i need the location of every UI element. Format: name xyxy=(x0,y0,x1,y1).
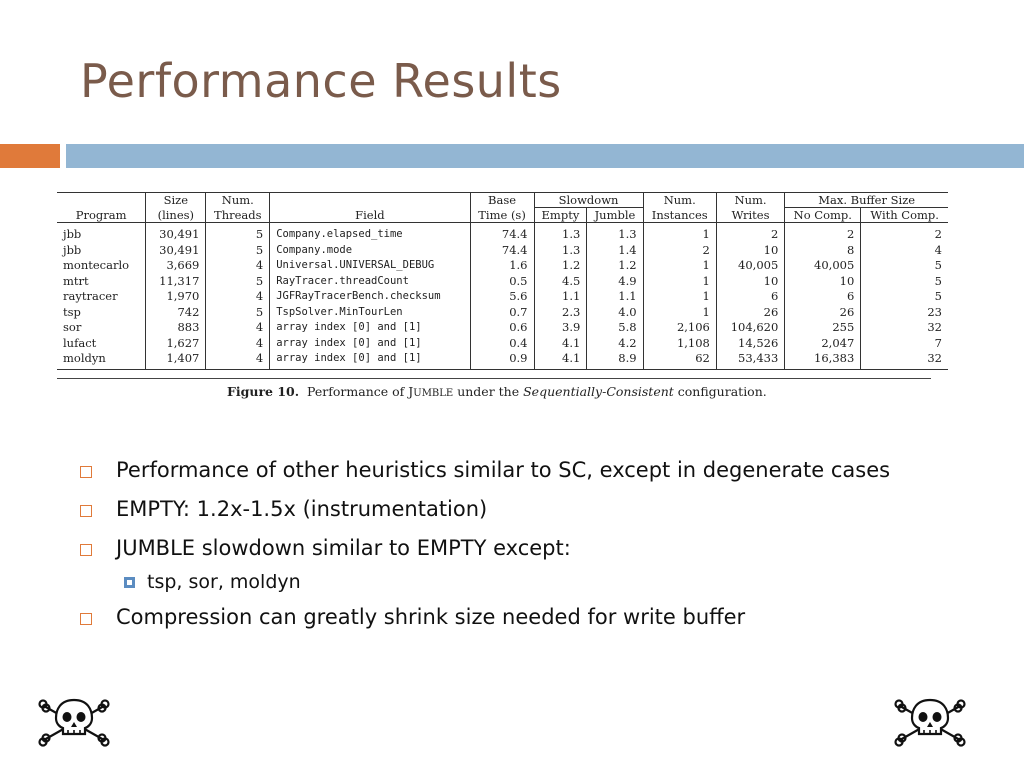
slide-title: Performance Results xyxy=(80,54,562,108)
cell-withcomp: 5 xyxy=(861,289,948,305)
caption-text-middle: under the xyxy=(453,384,524,399)
cell-size: 1,970 xyxy=(146,289,206,305)
cell-field: array index [0] and [1] xyxy=(270,336,470,352)
cell-nocomp: 16,383 xyxy=(785,351,861,369)
cell-jumble: 1.2 xyxy=(587,258,643,274)
col-size-bottom: (lines) xyxy=(146,208,206,223)
hollow-square-bullet-icon xyxy=(80,505,92,517)
caption-text-before: Performance of J xyxy=(307,384,414,399)
cell-jumble: 8.9 xyxy=(587,351,643,369)
hollow-square-bullet-icon xyxy=(80,544,92,556)
cell-writes: 10 xyxy=(716,243,784,259)
cell-field: JGFRayTracerBench.checksum xyxy=(270,289,470,305)
cell-instances: 62 xyxy=(643,351,716,369)
cell-program: jbb xyxy=(63,242,82,257)
filled-square-bullet-icon xyxy=(124,577,135,588)
cell-writes: 104,620 xyxy=(716,320,784,336)
cell-withcomp: 23 xyxy=(861,305,948,321)
cell-base-time: 74.4 xyxy=(470,223,534,243)
cell-withcomp: 32 xyxy=(861,320,948,336)
cell-withcomp: 2 xyxy=(861,223,948,243)
bullet-text: Performance of other heuristics similar to SC, except in degenerate cases xyxy=(116,458,891,482)
caption-rule xyxy=(57,378,931,379)
cell-threads: 4 xyxy=(206,351,270,369)
col-threads-top: Num. xyxy=(206,193,270,208)
caption-smallcaps: UMBLE xyxy=(413,388,454,399)
bullet-list xyxy=(80,456,980,642)
figure-caption xyxy=(227,384,767,399)
cell-size: 30,491 xyxy=(146,223,206,243)
cell-field: RayTracer.threadCount xyxy=(270,274,470,290)
col-writes-bottom: Writes xyxy=(716,208,784,223)
cell-nocomp: 255 xyxy=(785,320,861,336)
table-row xyxy=(57,223,948,243)
cell-empty: 1.2 xyxy=(534,258,587,274)
cell-program: moldyn xyxy=(63,351,106,365)
cell-instances: 1 xyxy=(643,289,716,305)
cell-jumble: 5.8 xyxy=(587,320,643,336)
cell-program: mtrt xyxy=(63,273,89,288)
cell-size: 3,669 xyxy=(146,258,206,274)
cell-jumble: 4.9 xyxy=(587,274,643,290)
cell-empty: 2.3 xyxy=(534,305,587,321)
cell-instances: 1 xyxy=(643,258,716,274)
cell-nocomp: 8 xyxy=(785,243,861,259)
cell-withcomp: 5 xyxy=(861,274,948,290)
cell-field: array index [0] and [1] xyxy=(270,320,470,336)
cell-writes: 6 xyxy=(716,289,784,305)
cell-instances: 1 xyxy=(643,274,716,290)
cell-base-time: 74.4 xyxy=(470,243,534,259)
col-instances-top: Num. xyxy=(643,193,716,208)
cell-empty: 1.1 xyxy=(534,289,587,305)
cell-size: 1,407 xyxy=(146,351,206,369)
cell-field: Universal.UNIVERSAL_DEBUG xyxy=(270,258,470,274)
cell-jumble: 1.1 xyxy=(587,289,643,305)
skull-crossbones-icon xyxy=(894,696,966,750)
cell-threads: 5 xyxy=(206,305,270,321)
table-row xyxy=(57,351,948,369)
table-row xyxy=(57,274,948,290)
bullet-text: EMPTY: 1.2x-1.5x (instrumentation) xyxy=(116,497,488,521)
cell-base-time: 0.4 xyxy=(470,336,534,352)
cell-field: TspSolver.MinTourLen xyxy=(270,305,470,321)
table-row xyxy=(57,289,948,305)
skull-crossbones-icon xyxy=(38,696,110,750)
cell-threads: 4 xyxy=(206,258,270,274)
caption-figure-label: Figure 10. xyxy=(227,384,300,399)
cell-base-time: 0.9 xyxy=(470,351,534,369)
cell-program: tsp xyxy=(63,304,81,319)
cell-field: Company.mode xyxy=(270,243,470,259)
cell-instances: 1,108 xyxy=(643,336,716,352)
cell-nocomp: 2 xyxy=(785,223,861,243)
cell-withcomp: 5 xyxy=(861,258,948,274)
cell-field: Company.elapsed_time xyxy=(270,223,470,243)
col-base-bottom: Time (s) xyxy=(470,208,534,223)
col-field-label: Field xyxy=(355,208,385,222)
cell-field: array index [0] and [1] xyxy=(270,351,470,369)
col-program xyxy=(57,193,146,223)
col-writes-top: Num. xyxy=(716,193,784,208)
bullet-item xyxy=(80,534,980,563)
cell-empty: 1.3 xyxy=(534,243,587,259)
col-program-label: Program xyxy=(75,208,127,222)
cell-empty: 3.9 xyxy=(534,320,587,336)
cell-threads: 5 xyxy=(206,223,270,243)
table-row xyxy=(57,243,948,259)
cell-threads: 4 xyxy=(206,289,270,305)
cell-empty: 4.1 xyxy=(534,351,587,369)
cell-writes: 26 xyxy=(716,305,784,321)
cell-base-time: 0.5 xyxy=(470,274,534,290)
table-body xyxy=(57,223,948,370)
cell-jumble: 4.0 xyxy=(587,305,643,321)
col-base-top: Base xyxy=(470,193,534,208)
table-row xyxy=(57,258,948,274)
cell-nocomp: 26 xyxy=(785,305,861,321)
accent-band-orange xyxy=(0,144,60,168)
col-field xyxy=(270,193,470,223)
cell-instances: 1 xyxy=(643,223,716,243)
cell-withcomp: 32 xyxy=(861,351,948,369)
cell-base-time: 5.6 xyxy=(470,289,534,305)
cell-size: 1,627 xyxy=(146,336,206,352)
hollow-square-bullet-icon xyxy=(80,466,92,478)
cell-program: jbb xyxy=(63,227,82,241)
caption-italic: Sequentially-Consistent xyxy=(523,384,674,399)
hollow-square-bullet-icon xyxy=(80,613,92,625)
cell-writes: 2 xyxy=(716,223,784,243)
bullet-item xyxy=(80,495,980,524)
cell-size: 30,491 xyxy=(146,243,206,259)
bullet-text: JUMBLE slowdown similar to EMPTY except: xyxy=(116,536,571,560)
performance-table xyxy=(57,192,948,370)
cell-jumble: 1.3 xyxy=(587,223,643,243)
cell-threads: 4 xyxy=(206,336,270,352)
cell-size: 742 xyxy=(146,305,206,321)
col-instances-bottom: Instances xyxy=(643,208,716,223)
col-empty: Empty xyxy=(534,208,587,223)
cell-empty: 1.3 xyxy=(534,223,587,243)
cell-jumble: 1.4 xyxy=(587,243,643,259)
cell-nocomp: 10 xyxy=(785,274,861,290)
col-buffer: Max. Buffer Size xyxy=(785,193,948,208)
caption-text-after: configuration. xyxy=(673,384,767,399)
cell-writes: 14,526 xyxy=(716,336,784,352)
cell-program: lufact xyxy=(63,335,97,350)
cell-writes: 40,005 xyxy=(716,258,784,274)
cell-instances: 2 xyxy=(643,243,716,259)
col-jumble: Jumble xyxy=(587,208,643,223)
cell-nocomp: 2,047 xyxy=(785,336,861,352)
cell-base-time: 0.6 xyxy=(470,320,534,336)
cell-program: montecarlo xyxy=(63,258,130,272)
cell-program: sor xyxy=(63,320,82,334)
cell-threads: 5 xyxy=(206,243,270,259)
col-slowdown: Slowdown xyxy=(534,193,643,208)
bullet-text: Compression can greatly shrink size needed for write buffer xyxy=(116,605,746,629)
cell-writes: 53,433 xyxy=(716,351,784,369)
bullet-item xyxy=(80,456,980,485)
col-size-top: Size xyxy=(146,193,206,208)
cell-base-time: 0.7 xyxy=(470,305,534,321)
accent-band-blue xyxy=(66,144,1024,168)
cell-withcomp: 7 xyxy=(861,336,948,352)
cell-base-time: 1.6 xyxy=(470,258,534,274)
cell-nocomp: 40,005 xyxy=(785,258,861,274)
cell-writes: 10 xyxy=(716,274,784,290)
cell-jumble: 4.2 xyxy=(587,336,643,352)
cell-instances: 2,106 xyxy=(643,320,716,336)
cell-threads: 5 xyxy=(206,274,270,290)
cell-withcomp: 4 xyxy=(861,243,948,259)
bullet-item xyxy=(80,603,980,632)
cell-nocomp: 6 xyxy=(785,289,861,305)
cell-size: 883 xyxy=(146,320,206,336)
col-threads-bottom: Threads xyxy=(206,208,270,223)
cell-program: raytracer xyxy=(63,289,118,303)
cell-empty: 4.1 xyxy=(534,336,587,352)
cell-instances: 1 xyxy=(643,305,716,321)
col-withcomp: With Comp. xyxy=(861,208,948,223)
cell-empty: 4.5 xyxy=(534,274,587,290)
table-row xyxy=(57,320,948,336)
sub-bullet-text: tsp, sor, moldyn xyxy=(147,571,301,593)
table-row xyxy=(57,336,948,352)
cell-size: 11,317 xyxy=(146,274,206,290)
table-row xyxy=(57,305,948,321)
col-nocomp: No Comp. xyxy=(785,208,861,223)
sub-bullet-item xyxy=(124,571,980,593)
cell-threads: 4 xyxy=(206,320,270,336)
